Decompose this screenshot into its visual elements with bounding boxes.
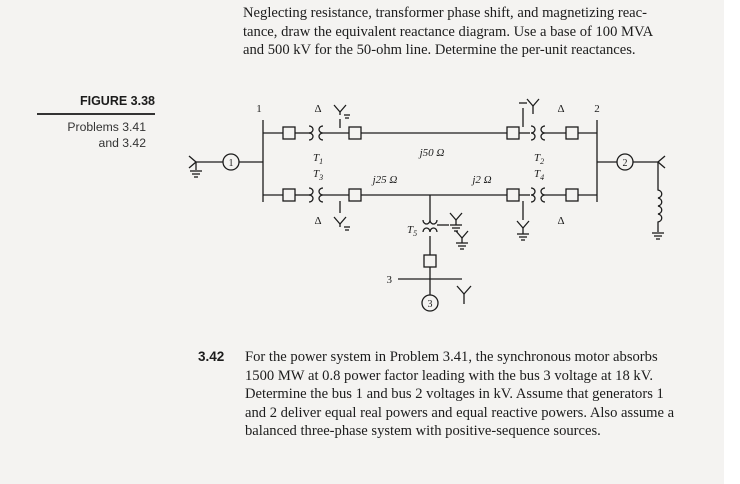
- svg-text:T1: [313, 152, 323, 166]
- t1-wye-ground-icon: [334, 105, 350, 118]
- t5-wye-ground-icon: [450, 213, 462, 231]
- transformer-t2: [531, 126, 545, 140]
- problem-line: 1500 MW at 0.8 power factor leading with the bus 3 voltage at 18 kV.: [245, 367, 654, 384]
- generator-2-wye-icon: [658, 156, 665, 168]
- caption-line: Problems 3.41: [67, 120, 146, 134]
- svg-text:T3: [313, 168, 323, 182]
- line-left-reactance: j25 Ω: [372, 174, 398, 186]
- t2-subscript: 2: [540, 157, 545, 166]
- motor-3-label: 3: [427, 299, 433, 310]
- generator-2-label: 2: [622, 158, 628, 169]
- problem-line: balanced three-phase system with positive-sequence sources.: [245, 423, 601, 439]
- motor-3-wye-icon: [457, 286, 471, 304]
- transformer-t5: [423, 220, 437, 224]
- t1-subscript: 1: [319, 157, 324, 166]
- t1-delta-label: Δ: [314, 103, 322, 115]
- bus-3-label: 3: [386, 274, 392, 286]
- intro-line: and 500 kV for the 50-ohm line. Determine the per-unit reactances.: [243, 42, 636, 58]
- intro-line: tance, draw the equivalent reactance diagram. Use a base of 100 MVA: [243, 23, 654, 40]
- figure-label: FIGURE 3.38: [79, 94, 155, 108]
- generator-1-label: 1: [228, 158, 234, 169]
- t5-subscript: 5: [413, 229, 418, 238]
- problem-line: and 2 deliver equal real powers and equal reactive powers. Also assume a: [245, 404, 675, 421]
- page-edge: [724, 0, 740, 484]
- intro-line: Neglecting resistance, transformer phase shift, and magnetizing reac-: [243, 5, 648, 21]
- bus-2-label: 2: [594, 103, 600, 115]
- t5-wye-ground-icon-2: [456, 231, 468, 249]
- problem-line: Determine the bus 1 and bus 2 voltages in kV. Assume that generators 1: [245, 386, 664, 402]
- t3-delta-label: Δ: [314, 215, 322, 227]
- t3-wye-ground-icon: [334, 217, 350, 230]
- svg-text:T5: [407, 224, 417, 238]
- t2-delta-label: Δ: [557, 103, 565, 115]
- t4-subscript: 4: [540, 173, 545, 182]
- problem-body: [245, 348, 720, 441]
- t3-subscript: 3: [319, 173, 324, 182]
- t2-label: T: [533, 152, 541, 164]
- generator-1-wye-ground-icon: [189, 156, 196, 168]
- t3-label: T: [312, 168, 320, 180]
- svg-text:T4: [534, 168, 544, 182]
- t5-label: T: [406, 224, 414, 236]
- transformer-t3: [309, 188, 323, 202]
- t2-wye-ground-icon: [519, 99, 539, 114]
- transformer-t4: [531, 188, 545, 202]
- caption-line: and 3.42: [98, 135, 146, 150]
- t4-delta-label: Δ: [557, 215, 565, 227]
- t1-label: T: [312, 152, 320, 164]
- generator-2-grounding-reactor: [658, 162, 662, 232]
- problem-line: For the power system in Problem 3.41, the synchronous motor absorbs: [245, 349, 658, 365]
- problem-number: 3.42: [198, 349, 225, 364]
- t4-wye-ground-icon: [517, 221, 529, 240]
- line-top-reactance: j50 Ω: [419, 147, 445, 159]
- transformer-t1: [309, 126, 323, 140]
- line-right-reactance: j2 Ω: [472, 174, 492, 186]
- svg-text:T2: [534, 152, 544, 166]
- t4-label: T: [533, 168, 541, 180]
- bus-1-label: 1: [256, 103, 262, 115]
